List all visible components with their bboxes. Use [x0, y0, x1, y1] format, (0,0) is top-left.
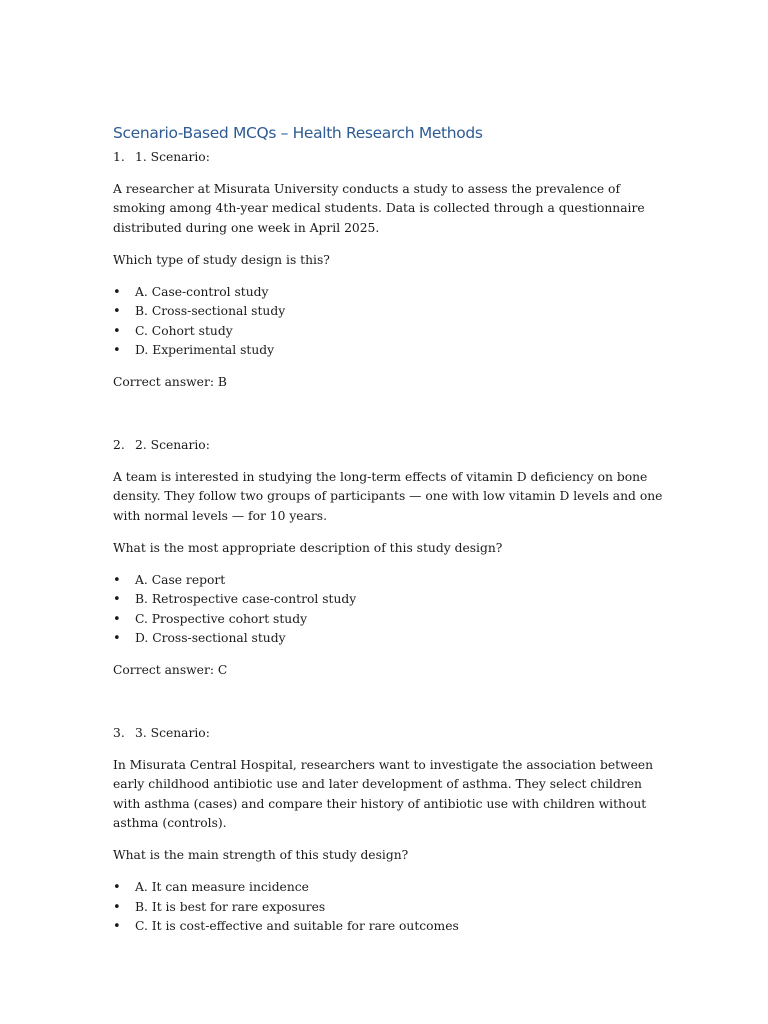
option-item — [113, 878, 673, 897]
question-heading — [113, 436, 673, 455]
bullet-icon: • — [113, 899, 121, 915]
option-text: D. Cross-sectional study — [135, 631, 286, 646]
bullet-icon: • — [113, 919, 121, 935]
option-text: D. Experimental study — [135, 343, 275, 358]
option-item — [113, 571, 673, 590]
option-item — [113, 283, 673, 302]
option-item — [113, 610, 673, 629]
bullet-icon: • — [113, 573, 121, 589]
option-item — [113, 629, 673, 648]
correct-answer: Correct answer: C — [113, 663, 228, 678]
options-list — [113, 878, 673, 936]
question-heading-text: 1. Scenario: — [135, 150, 210, 164]
bullet-icon: • — [113, 304, 121, 320]
bullet-icon: • — [113, 611, 121, 627]
bullet-icon: • — [113, 592, 121, 608]
option-item — [113, 917, 673, 936]
options-list — [113, 571, 673, 648]
question-block-1 — [113, 148, 673, 393]
question-block-3 — [113, 724, 673, 936]
option-text: A. Case-control study — [135, 285, 269, 300]
option-text: B. Cross-sectional study — [135, 304, 286, 319]
question-heading-text: 3. Scenario: — [135, 726, 210, 740]
option-text: A. It can measure incidence — [135, 880, 309, 895]
option-text: C. Cohort study — [135, 323, 233, 338]
option-item — [113, 302, 673, 321]
scenario-text: A researcher at Misurata University conducts a study to assess the prevalence of smoking among 4th-year medical students. Data is collected through a questionnaire distributed during one week in April 2025. — [113, 182, 645, 235]
question-number: 2. — [113, 438, 125, 452]
option-item — [113, 322, 673, 341]
question-prompt: Which type of study design is this? — [113, 252, 330, 267]
question-number: 3. — [113, 726, 125, 740]
option-text: C. It is cost-effective and suitable for rare outcomes — [135, 919, 459, 934]
question-heading — [113, 148, 673, 167]
bullet-icon: • — [113, 285, 121, 301]
option-text: C. Prospective cohort study — [135, 611, 308, 626]
question-prompt: What is the main strength of this study design? — [113, 848, 409, 863]
bullet-icon: • — [113, 880, 121, 896]
option-text: B. Retrospective case-control study — [135, 592, 357, 607]
question-block-2 — [113, 436, 673, 681]
option-item — [113, 341, 673, 360]
scenario-text: In Misurata Central Hospital, researchers want to investigate the association between early childhood antibiotic use and later development of asthma. They select children with asthma (cases) and compare their history of antibiotic use with children without asthma (controls). — [113, 758, 654, 830]
bullet-icon: • — [113, 343, 121, 359]
question-heading — [113, 724, 673, 743]
option-item — [113, 590, 673, 609]
question-heading-text: 2. Scenario: — [135, 438, 210, 452]
document-title: Scenario-Based MCQs – Health Research Methods — [113, 124, 483, 142]
correct-answer: Correct answer: B — [113, 375, 227, 390]
options-list — [113, 283, 673, 360]
option-item — [113, 898, 673, 917]
question-number: 1. — [113, 150, 125, 164]
option-text: B. It is best for rare exposures — [135, 899, 326, 914]
bullet-icon: • — [113, 631, 121, 647]
option-text: A. Case report — [135, 573, 226, 588]
scenario-text: A team is interested in studying the long-term effects of vitamin D deficiency on bone density. They follow two groups of participants — one with low vitamin D levels and one with normal levels — for 10 years. — [113, 470, 663, 523]
question-prompt: What is the most appropriate description of this study design? — [113, 540, 503, 555]
bullet-icon: • — [113, 323, 121, 339]
